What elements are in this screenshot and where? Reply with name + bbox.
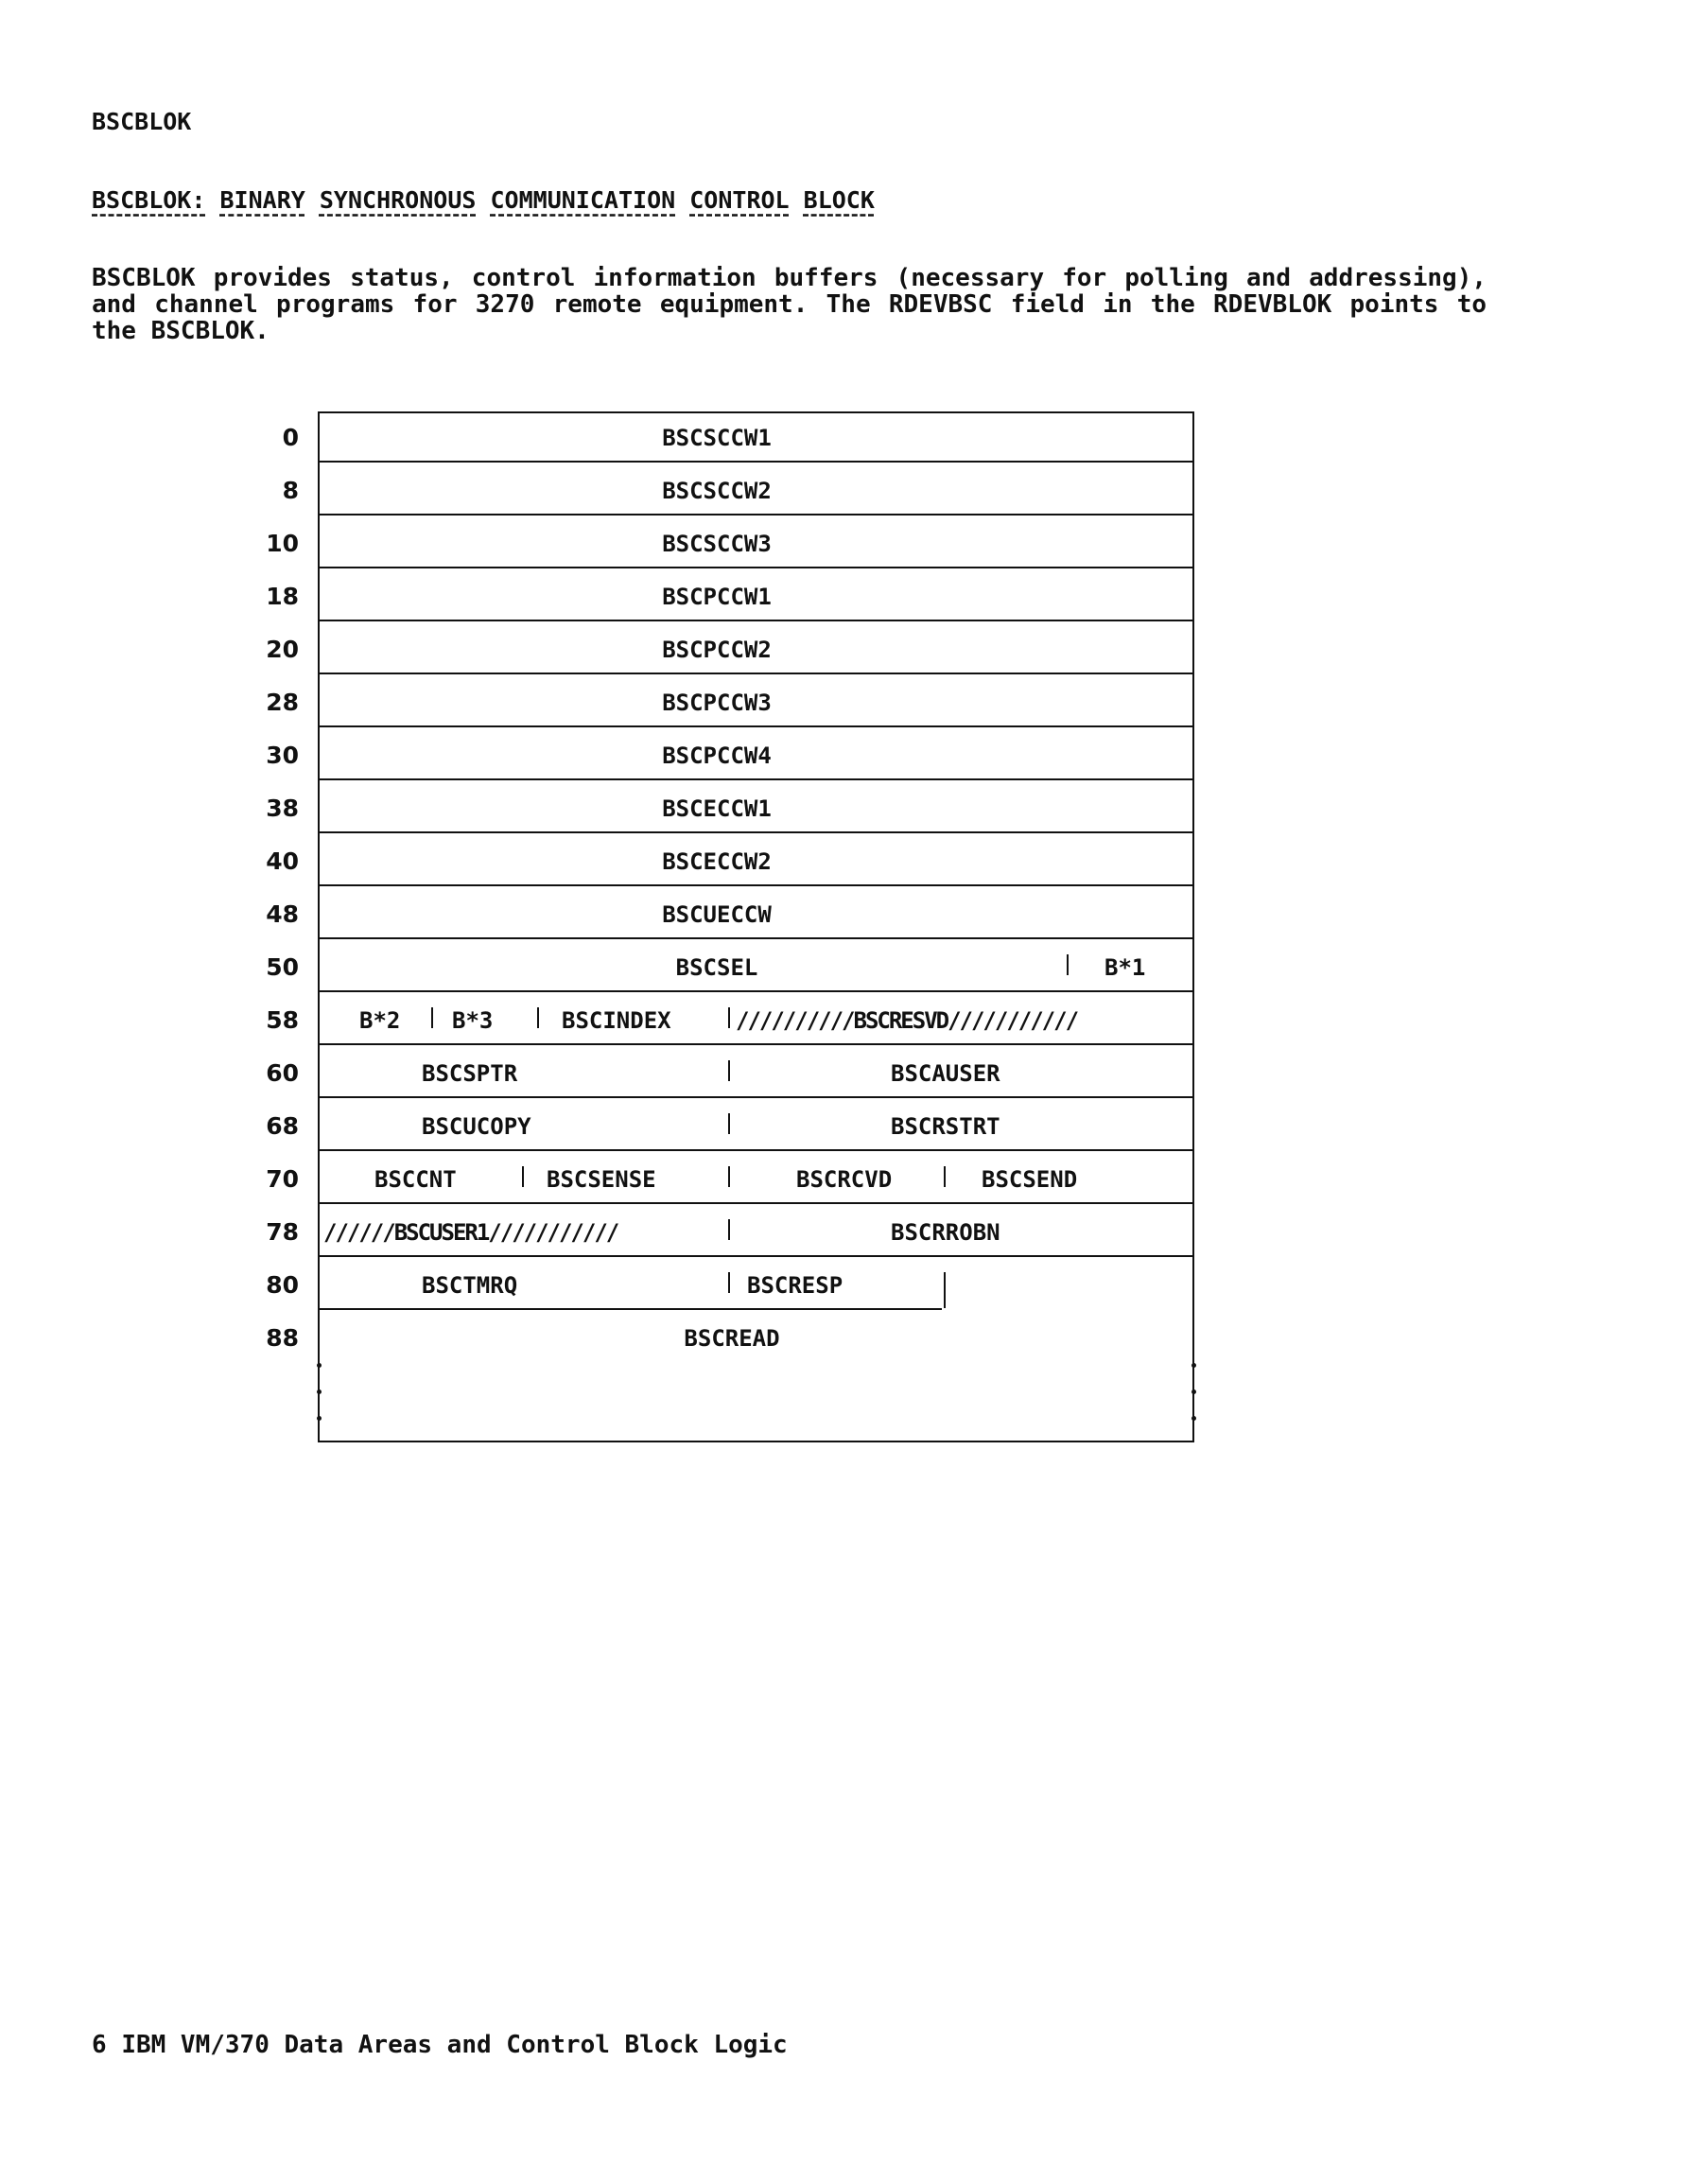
- field-bscauser: BSCAUSER: [891, 1060, 1000, 1087]
- continuation-dot: [317, 1389, 322, 1394]
- continuation-dot: [1191, 1389, 1196, 1394]
- offset-label: 38: [266, 795, 299, 822]
- field-separator: [728, 1060, 730, 1081]
- row-separator: [320, 937, 1192, 939]
- title-word: BINARY: [219, 186, 305, 214]
- row-separator: [320, 1043, 1192, 1045]
- continuation-dot: [317, 1416, 322, 1421]
- title-word: SYNCHRONOUS: [319, 186, 477, 214]
- field-bsccnt: BSCCNT: [374, 1166, 457, 1193]
- field-b1: B*1: [1104, 954, 1146, 981]
- page-title: [92, 186, 875, 214]
- field-bscsccw3: BSCSCCW3: [662, 531, 772, 557]
- offset-label: 0: [282, 424, 299, 451]
- title-prefix: BSCBLOK:: [92, 186, 206, 214]
- field-separator: [728, 1219, 730, 1240]
- offset-label: 20: [266, 636, 299, 663]
- field-b2: B*2: [359, 1007, 401, 1034]
- field-bscrcvd: BSCRCVD: [796, 1166, 893, 1193]
- running-head: BSCBLOK: [92, 108, 192, 135]
- field-bscrstrt: BSCRSTRT: [891, 1113, 1000, 1140]
- offset-label: 58: [266, 1006, 299, 1034]
- offset-label: 28: [266, 689, 299, 716]
- field-separator: [728, 1166, 730, 1187]
- offset-label: 80: [266, 1271, 299, 1299]
- field-separator: [431, 1007, 433, 1028]
- field-separator: [522, 1166, 524, 1187]
- field-bscuser1: //////BSCUSER1///////////: [323, 1219, 618, 1246]
- row-separator: [320, 778, 1192, 780]
- field-separator: [537, 1007, 539, 1028]
- field-separator: [728, 1272, 730, 1293]
- book-title: IBM VM/370 Data Areas and Control Block Logic: [121, 2031, 788, 2059]
- row-separator: [320, 990, 1192, 992]
- field-bsceccw2: BSCECCW2: [662, 848, 772, 875]
- field-separator: [944, 1166, 946, 1187]
- offset-label: 78: [266, 1218, 299, 1246]
- field-separator: [944, 1272, 946, 1308]
- field-bscindex: BSCINDEX: [562, 1007, 671, 1034]
- field-bscrrobn: BSCRROBN: [891, 1219, 1000, 1246]
- offset-label: 48: [266, 900, 299, 928]
- description-paragraph: BSCBLOK provides status, control information buffers (necessary for polling and addressing), and channel programs for 3270 remote equipment. The RDEVBSC field in the RDEVBLOK points to the BSCBLOK.: [92, 264, 1487, 345]
- field-b3: B*3: [452, 1007, 494, 1034]
- page-footer: [92, 2031, 788, 2059]
- field-bscsccw1: BSCSCCW1: [662, 425, 772, 451]
- row-separator: [320, 567, 1192, 568]
- offset-label: 50: [266, 953, 299, 981]
- row-separator: [320, 620, 1192, 621]
- field-bscpccw3: BSCPCCW3: [662, 690, 772, 716]
- continuation-dot: [1191, 1416, 1196, 1421]
- field-bscueccw: BSCUECCW: [662, 901, 772, 928]
- field-bscsccw2: BSCSCCW2: [662, 478, 772, 504]
- offset-label: 40: [266, 847, 299, 875]
- field-bscsel: BSCSEL: [675, 954, 758, 981]
- row-separator: [320, 1149, 1192, 1151]
- row-separator: [320, 1202, 1192, 1204]
- field-bscsptr: BSCSPTR: [422, 1060, 518, 1087]
- row-separator: [320, 461, 1192, 463]
- row-separator-partial: [320, 1308, 942, 1310]
- offset-label: 8: [282, 477, 299, 504]
- row-separator: [320, 725, 1192, 727]
- row-separator: [320, 831, 1192, 833]
- field-bsceccw1: BSCECCW1: [662, 795, 772, 822]
- offset-label: 60: [266, 1059, 299, 1087]
- title-word: CONTROL: [689, 186, 790, 214]
- field-bscpccw2: BSCPCCW2: [662, 637, 772, 663]
- control-block-diagram: [318, 411, 1194, 1442]
- field-bscresp: BSCRESP: [747, 1272, 844, 1299]
- offset-label: 88: [266, 1324, 299, 1352]
- offset-label: 68: [266, 1112, 299, 1140]
- offset-label: 70: [266, 1165, 299, 1193]
- row-separator: [320, 884, 1192, 886]
- field-separator: [728, 1113, 730, 1134]
- row-separator: [320, 1096, 1192, 1098]
- offset-label: 18: [266, 583, 299, 610]
- field-bsctmrq: BSCTMRQ: [422, 1272, 518, 1299]
- field-bscresvd: //////////BSCRESVD///////////: [736, 1007, 1078, 1034]
- field-bscread: BSCREAD: [684, 1325, 780, 1352]
- row-separator: [320, 514, 1192, 515]
- field-bscucopy: BSCUCOPY: [422, 1113, 531, 1140]
- title-word: COMMUNICATION: [490, 186, 676, 214]
- field-bscsend: BSCSEND: [982, 1166, 1078, 1193]
- title-word: BLOCK: [803, 186, 875, 214]
- page-number: 6: [92, 2031, 107, 2059]
- continuation-dot: [317, 1363, 322, 1368]
- continuation-dot: [1191, 1363, 1196, 1368]
- offset-label: 10: [266, 530, 299, 557]
- field-bscsense: BSCSENSE: [547, 1166, 656, 1193]
- field-separator: [728, 1007, 730, 1028]
- offset-label: 30: [266, 742, 299, 769]
- field-separator: [1067, 954, 1069, 975]
- row-separator: [320, 1255, 1192, 1257]
- row-separator: [320, 673, 1192, 674]
- field-bscpccw1: BSCPCCW1: [662, 584, 772, 610]
- field-bscpccw4: BSCPCCW4: [662, 743, 772, 769]
